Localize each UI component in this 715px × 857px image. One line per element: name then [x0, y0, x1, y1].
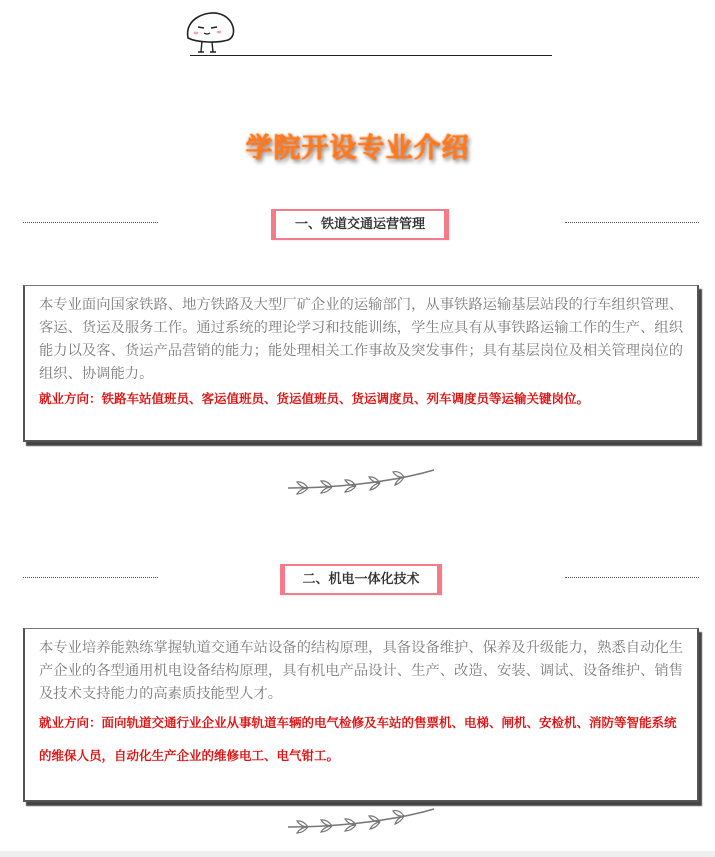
- leaf-branch-icon: [286, 466, 438, 496]
- section-description: 本专业面向国家铁路、地方铁路及大型厂矿企业的运输部门，从事铁路运输基层站段的行车组织管理、客运、货运及服务工作。通过系统的理论学习和技能训练，学生应具有从事铁路运输工作的生产、组织能力以及客、货运产品营销的能力；能处理相关工作事故及突发事件；具有基层岗位及相关管理岗位的组织、协调能力。: [39, 297, 683, 382]
- page-title: 学院开设专业介绍: [245, 133, 470, 164]
- employment-direction: 就业方向：面向轨道交通行业企业从事轨道车辆的电气检修及车站的售票机、电梯、闸机、安检机、消防等智能系统的维保人员，自动化生产企业的维修电工、电气钳工。: [39, 715, 677, 763]
- section-card: [23, 628, 699, 802]
- section-heading-text: 一、铁道交通运营管理: [294, 217, 425, 232]
- section-heading: [280, 564, 442, 595]
- heading-dotline-right: [565, 222, 699, 223]
- section-description: 本专业培养能熟练掌握轨道交通车站设备的结构原理，具备设备维护、保养及升级能力，熟悉自动化生产企业的各型通用机电设备结构原理，具有机电产品设计、生产、改造、安装、调试、设备维护、销售及技术支持能力的高素质技能型人才。: [39, 640, 683, 702]
- heading-dotline-left: [23, 577, 158, 578]
- heading-dotline-right: [565, 577, 699, 578]
- mushroom-mascot-icon: [182, 8, 238, 58]
- heading-dotline-left: [23, 222, 158, 223]
- section-card: [23, 285, 699, 442]
- section-heading: [271, 209, 449, 240]
- footer-bar: [0, 851, 715, 857]
- section-heading-text: 二、机电一体化技术: [302, 572, 420, 587]
- employment-direction: 就业方向：铁路车站值班员、客运值班员、货运值班员、货运调度员、列车调度员等运输关键岗位。: [39, 391, 590, 406]
- leaf-branch-icon: [286, 805, 438, 835]
- top-rule: [190, 55, 552, 56]
